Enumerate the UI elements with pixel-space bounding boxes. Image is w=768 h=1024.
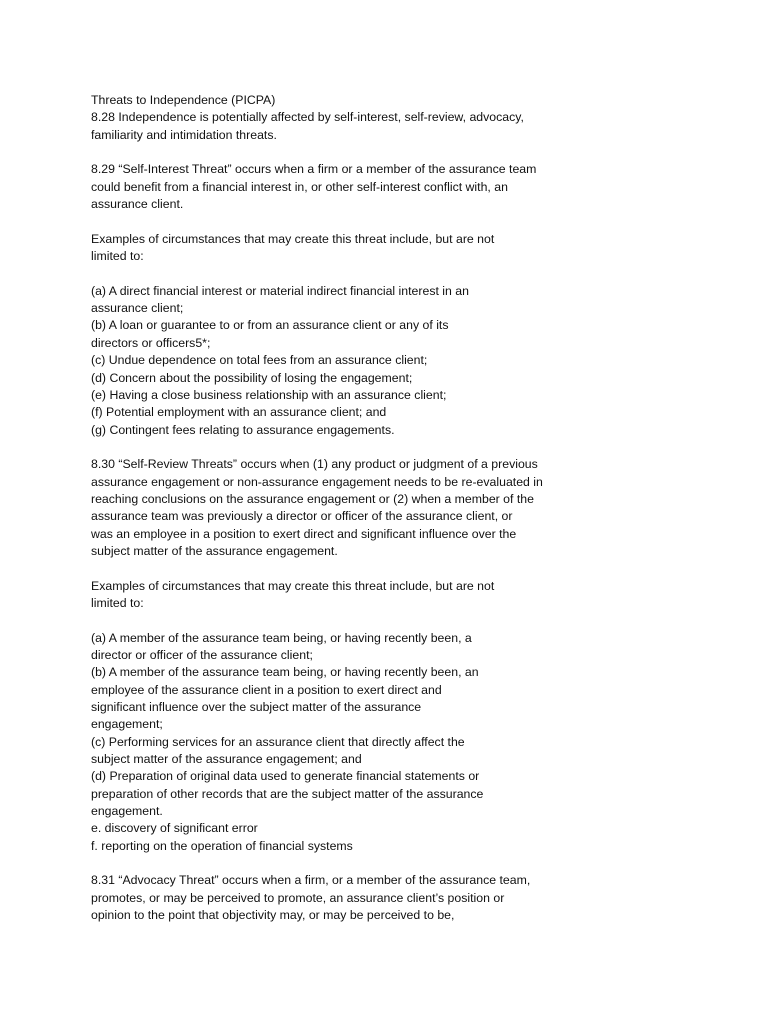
text-line: (a) A member of the assurance team being, or having recently been, a [91,630,472,645]
document-page [91,92,571,925]
text-line: (e) Having a close business relationship with an assurance client; [91,387,447,402]
text-line: assurance engagement or non-assurance engagement needs to be re-evaluated in [91,474,543,489]
text-line: limited to: [91,595,144,610]
text-line: assurance client; [91,301,184,316]
text-line: opinion to the point that objectivity may, or may be perceived to be, [91,908,455,923]
text-line: directors or officers5*; [91,335,211,350]
blank-line [91,144,571,161]
blank-line [91,265,571,282]
text-line: 8.30 “Self-Review Threats” occurs when (1) any product or judgment of a previous [91,457,538,472]
text-line: Examples of circumstances that may create this threat include, but are not [91,231,495,246]
text-line: (g) Contingent fees relating to assurance engagements. [91,422,395,437]
text-line: limited to: [91,249,144,264]
text-line: reaching conclusions on the assurance engagement or (2) when a member of the [91,491,534,506]
blank-line [91,855,571,872]
text-line: assurance client. [91,197,184,212]
text-line: f. reporting on the operation of financial systems [91,838,353,853]
document-title: Threats to Independence (PICPA) [91,93,276,107]
text-line: could benefit from a financial interest in, or other self-interest conflict with, an [91,179,508,194]
text-line: familiarity and intimidation threats. [91,127,277,142]
blank-line [91,560,571,577]
text-line: assurance team was previously a director or officer of the assurance client, or [91,509,513,524]
text-line: (a) A direct financial interest or material indirect financial interest in an [91,283,469,298]
text-line: director or officer of the assurance client; [91,648,313,662]
text-line: significant influence over the subject matter of the assurance [91,700,422,715]
text-line: subject matter of the assurance engagement; and [91,752,362,767]
text-line: (c) Undue dependence on total fees from an assurance client; [91,353,428,368]
text-line: (b) A member of the assurance team being, or having recently been, an [91,665,479,680]
text-line: engagement; [91,717,163,732]
text-line: 8.31 “Advocacy Threat” occurs when a firm, or a member of the assurance team, [91,873,531,888]
text-line: was an employee in a position to exert direct and significant influence over the [91,526,517,541]
text-line: employee of the assurance client in a position to exert direct and [91,682,442,697]
text-line: 8.28 Independence is potentially affected by self-interest, self-review, advocacy, [91,110,524,125]
text-line: e. discovery of significant error [91,821,258,836]
text-line: (b) A loan or guarantee to or from an assurance client or any of its [91,318,449,333]
blank-line [91,439,571,456]
text-line: (d) Concern about the possibility of losing the engagement; [91,370,413,385]
blank-line [91,213,571,230]
text-line: promotes, or may be perceived to promote, an assurance client’s position or [91,890,505,905]
text-line: (d) Preparation of original data used to generate financial statements or [91,769,480,784]
text-line: (f) Potential employment with an assurance client; and [91,405,387,420]
text-line: 8.29 “Self-Interest Threat” occurs when a firm or a member of the assurance team [91,162,537,177]
text-line: Examples of circumstances that may create this threat include, but are not [91,578,495,593]
text-line: engagement. [91,804,163,819]
text-line: (c) Performing services for an assurance client that directly affect the [91,734,465,749]
text-line: subject matter of the assurance engagement. [91,543,338,558]
text-line: preparation of other records that are the subject matter of the assurance [91,786,484,801]
blank-line [91,612,571,629]
